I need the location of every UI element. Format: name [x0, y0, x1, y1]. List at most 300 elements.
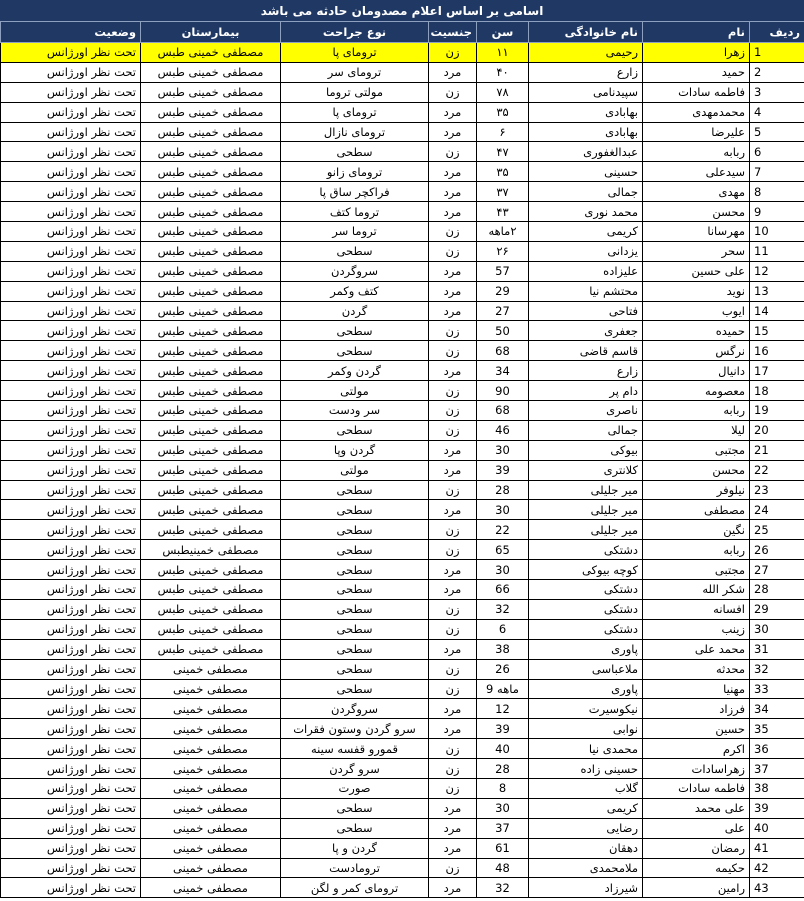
cell-injury-type[interactable]: سطحی [281, 540, 429, 560]
cell-row-number[interactable]: 24 [750, 500, 804, 520]
cell-hospital[interactable]: مصطفی خمینی طبس [141, 619, 281, 639]
cell-status[interactable]: تحت نظر اورژانس [1, 182, 141, 202]
cell-gender[interactable]: زن [429, 619, 477, 639]
cell-last-name[interactable]: میر جلیلی [529, 500, 643, 520]
cell-injury-type[interactable]: ترومای نازال [281, 122, 429, 142]
cell-age[interactable]: 37 [477, 818, 529, 838]
cell-injury-type[interactable]: سطحی [281, 500, 429, 520]
cell-status[interactable]: تحت نظر اورژانس [1, 520, 141, 540]
cell-first-name[interactable]: فاطمه سادات [643, 82, 750, 102]
cell-gender[interactable]: زن [429, 520, 477, 540]
header-row-number[interactable]: ردیف [750, 22, 804, 43]
cell-gender[interactable]: زن [429, 659, 477, 679]
cell-row-number[interactable]: 18 [750, 381, 804, 401]
cell-first-name[interactable]: علی حسین [643, 261, 750, 281]
cell-first-name[interactable]: زینب [643, 619, 750, 639]
cell-injury-type[interactable]: سروگردن [281, 261, 429, 281]
cell-gender[interactable]: مرد [429, 818, 477, 838]
cell-last-name[interactable]: محتشم نیا [529, 281, 643, 301]
cell-status[interactable]: تحت نظر اورژانس [1, 580, 141, 600]
cell-injury-type[interactable]: ترومای پا [281, 102, 429, 122]
cell-last-name[interactable]: نیکوسیرت [529, 699, 643, 719]
cell-first-name[interactable]: حسین [643, 719, 750, 739]
cell-injury-type[interactable]: گردن وکمر [281, 361, 429, 381]
cell-row-number[interactable]: 38 [750, 778, 804, 798]
cell-age[interactable]: 28 [477, 480, 529, 500]
cell-first-name[interactable]: زهراسادات [643, 759, 750, 779]
cell-last-name[interactable]: جمالی [529, 420, 643, 440]
cell-status[interactable]: تحت نظر اورژانس [1, 162, 141, 182]
cell-age[interactable]: 34 [477, 361, 529, 381]
cell-hospital[interactable]: مصطفی خمینی طبس [141, 281, 281, 301]
cell-age[interactable]: 27 [477, 301, 529, 321]
cell-row-number[interactable]: 33 [750, 679, 804, 699]
cell-first-name[interactable]: محسن [643, 460, 750, 480]
cell-hospital[interactable]: مصطفی خمینی طبس [141, 301, 281, 321]
cell-hospital[interactable]: مصطفی خمینی [141, 679, 281, 699]
cell-row-number[interactable]: 29 [750, 599, 804, 619]
cell-last-name[interactable]: بهابادی [529, 122, 643, 142]
cell-first-name[interactable]: شکر الله [643, 580, 750, 600]
cell-row-number[interactable]: 13 [750, 281, 804, 301]
cell-hospital[interactable]: مصطفی خمینی طبس [141, 381, 281, 401]
header-first-name[interactable]: نام [643, 22, 750, 43]
cell-hospital[interactable]: مصطفی خمینیطبس [141, 540, 281, 560]
cell-row-number[interactable]: 17 [750, 361, 804, 381]
cell-last-name[interactable]: جمالی [529, 182, 643, 202]
cell-age[interactable]: 32 [477, 878, 529, 898]
cell-age[interactable]: ۳۵ [477, 162, 529, 182]
cell-age[interactable]: 40 [477, 739, 529, 759]
cell-age[interactable]: 30 [477, 500, 529, 520]
cell-last-name[interactable]: گلاب [529, 778, 643, 798]
cell-status[interactable]: تحت نظر اورژانس [1, 639, 141, 659]
cell-hospital[interactable]: مصطفی خمینی طبس [141, 639, 281, 659]
cell-row-number[interactable]: 28 [750, 580, 804, 600]
cell-row-number[interactable]: 2 [750, 62, 804, 82]
cell-gender[interactable]: مرد [429, 301, 477, 321]
cell-age[interactable]: 29 [477, 281, 529, 301]
cell-gender[interactable]: مرد [429, 122, 477, 142]
cell-age[interactable]: 68 [477, 341, 529, 361]
cell-row-number[interactable]: 26 [750, 540, 804, 560]
cell-status[interactable]: تحت نظر اورژانس [1, 281, 141, 301]
cell-age[interactable]: 6 [477, 619, 529, 639]
cell-first-name[interactable]: ربابه [643, 142, 750, 162]
cell-last-name[interactable]: میر جلیلی [529, 480, 643, 500]
cell-hospital[interactable]: مصطفی خمینی [141, 659, 281, 679]
cell-hospital[interactable]: مصطفی خمینی [141, 759, 281, 779]
cell-last-name[interactable]: کوچه بیوکی [529, 560, 643, 580]
cell-last-name[interactable]: کریمی [529, 222, 643, 242]
cell-injury-type[interactable]: سطحی [281, 659, 429, 679]
cell-status[interactable]: تحت نظر اورژانس [1, 599, 141, 619]
cell-row-number[interactable]: 15 [750, 321, 804, 341]
cell-injury-type[interactable]: سطحی [281, 639, 429, 659]
cell-age[interactable]: ۴۳ [477, 202, 529, 222]
cell-last-name[interactable]: دشتکی [529, 540, 643, 560]
cell-last-name[interactable]: فتاحی [529, 301, 643, 321]
cell-age[interactable]: 30 [477, 560, 529, 580]
cell-first-name[interactable]: حمیده [643, 321, 750, 341]
cell-row-number[interactable]: 39 [750, 798, 804, 818]
cell-injury-type[interactable]: سطحی [281, 599, 429, 619]
cell-last-name[interactable]: عبدالغفوری [529, 142, 643, 162]
cell-gender[interactable]: مرد [429, 560, 477, 580]
cell-last-name[interactable]: علیزاده [529, 261, 643, 281]
cell-first-name[interactable]: فاطمه سادات [643, 778, 750, 798]
cell-injury-type[interactable]: سطحی [281, 560, 429, 580]
cell-hospital[interactable]: مصطفی خمینی طبس [141, 122, 281, 142]
cell-last-name[interactable]: رضایی [529, 818, 643, 838]
cell-age[interactable]: 39 [477, 460, 529, 480]
cell-injury-type[interactable]: سطحی [281, 142, 429, 162]
cell-status[interactable]: تحت نظر اورژانس [1, 858, 141, 878]
cell-hospital[interactable]: مصطفی خمینی طبس [141, 142, 281, 162]
cell-hospital[interactable]: مصطفی خمینی طبس [141, 241, 281, 261]
header-hospital[interactable]: بیمارستان [141, 22, 281, 43]
cell-row-number[interactable]: 14 [750, 301, 804, 321]
cell-row-number[interactable]: 3 [750, 82, 804, 102]
cell-status[interactable]: تحت نظر اورژانس [1, 818, 141, 838]
cell-hospital[interactable]: مصطفی خمینی [141, 838, 281, 858]
cell-first-name[interactable]: مهدی [643, 182, 750, 202]
cell-injury-type[interactable]: فراکچر ساق پا [281, 182, 429, 202]
cell-injury-type[interactable]: سر ودست [281, 401, 429, 421]
cell-injury-type[interactable]: سطحی [281, 420, 429, 440]
cell-age[interactable]: 28 [477, 759, 529, 779]
cell-hospital[interactable]: مصطفی خمینی طبس [141, 520, 281, 540]
cell-hospital[interactable]: مصطفی خمینی طبس [141, 420, 281, 440]
cell-first-name[interactable]: اکرم [643, 739, 750, 759]
cell-first-name[interactable]: رامین [643, 878, 750, 898]
cell-row-number[interactable]: 41 [750, 838, 804, 858]
cell-age[interactable]: 57 [477, 261, 529, 281]
cell-status[interactable]: تحت نظر اورژانس [1, 878, 141, 898]
cell-status[interactable]: تحت نظر اورژانس [1, 778, 141, 798]
cell-row-number[interactable]: 32 [750, 659, 804, 679]
cell-gender[interactable]: مرد [429, 261, 477, 281]
cell-status[interactable]: تحت نظر اورژانس [1, 719, 141, 739]
cell-last-name[interactable]: دشتکی [529, 599, 643, 619]
cell-last-name[interactable]: دشتکی [529, 619, 643, 639]
cell-injury-type[interactable]: ترومای سر [281, 62, 429, 82]
cell-injury-type[interactable]: سروگردن [281, 699, 429, 719]
cell-last-name[interactable]: کریمی [529, 798, 643, 818]
cell-gender[interactable]: مرد [429, 62, 477, 82]
cell-age[interactable]: 39 [477, 719, 529, 739]
cell-last-name[interactable]: سپیدنامی [529, 82, 643, 102]
cell-first-name[interactable]: علی محمد [643, 798, 750, 818]
cell-status[interactable]: تحت نظر اورژانس [1, 659, 141, 679]
cell-hospital[interactable]: مصطفی خمینی طبس [141, 560, 281, 580]
cell-gender[interactable]: مرد [429, 162, 477, 182]
cell-status[interactable]: تحت نظر اورژانس [1, 440, 141, 460]
cell-row-number[interactable]: 4 [750, 102, 804, 122]
cell-age[interactable]: 48 [477, 858, 529, 878]
cell-injury-type[interactable]: گردن وپا [281, 440, 429, 460]
cell-row-number[interactable]: 19 [750, 401, 804, 421]
cell-gender[interactable]: مرد [429, 500, 477, 520]
cell-injury-type[interactable]: صورت [281, 778, 429, 798]
cell-hospital[interactable]: مصطفی خمینی طبس [141, 222, 281, 242]
cell-gender[interactable]: مرد [429, 460, 477, 480]
cell-row-number[interactable]: 34 [750, 699, 804, 719]
cell-gender[interactable]: زن [429, 480, 477, 500]
cell-last-name[interactable]: یزدانی [529, 241, 643, 261]
cell-gender[interactable]: زن [429, 341, 477, 361]
cell-last-name[interactable]: بهابادی [529, 102, 643, 122]
cell-status[interactable]: تحت نظر اورژانس [1, 699, 141, 719]
cell-age[interactable]: ۴۰ [477, 62, 529, 82]
cell-last-name[interactable]: پاوری [529, 639, 643, 659]
cell-age[interactable]: ۷۸ [477, 82, 529, 102]
cell-injury-type[interactable]: سطحی [281, 580, 429, 600]
cell-first-name[interactable]: محمدمهدی [643, 102, 750, 122]
cell-hospital[interactable]: مصطفی خمینی [141, 739, 281, 759]
cell-status[interactable]: تحت نظر اورژانس [1, 739, 141, 759]
cell-age[interactable]: ۴۷ [477, 142, 529, 162]
cell-hospital[interactable]: مصطفی خمینی طبس [141, 580, 281, 600]
cell-gender[interactable]: مرد [429, 182, 477, 202]
cell-row-number[interactable]: 27 [750, 560, 804, 580]
cell-age[interactable]: 46 [477, 420, 529, 440]
cell-row-number[interactable]: 9 [750, 202, 804, 222]
cell-hospital[interactable]: مصطفی خمینی طبس [141, 62, 281, 82]
cell-gender[interactable]: مرد [429, 639, 477, 659]
cell-injury-type[interactable]: سطحی [281, 241, 429, 261]
cell-gender[interactable]: مرد [429, 361, 477, 381]
cell-first-name[interactable]: مهرسانا [643, 222, 750, 242]
cell-first-name[interactable]: دانیال [643, 361, 750, 381]
cell-hospital[interactable]: مصطفی خمینی [141, 858, 281, 878]
cell-first-name[interactable]: نوید [643, 281, 750, 301]
cell-first-name[interactable]: نرگس [643, 341, 750, 361]
cell-last-name[interactable]: شیرزاد [529, 878, 643, 898]
cell-row-number[interactable]: 25 [750, 520, 804, 540]
cell-row-number[interactable]: 35 [750, 719, 804, 739]
cell-status[interactable]: تحت نظر اورژانس [1, 82, 141, 102]
cell-row-number[interactable]: 5 [750, 122, 804, 142]
cell-status[interactable]: تحت نظر اورژانس [1, 321, 141, 341]
cell-first-name[interactable]: ربابه [643, 401, 750, 421]
cell-row-number[interactable]: 40 [750, 818, 804, 838]
cell-first-name[interactable]: حکیمه [643, 858, 750, 878]
header-status[interactable]: وضعیت [1, 22, 141, 43]
cell-first-name[interactable]: لیلا [643, 420, 750, 440]
cell-hospital[interactable]: مصطفی خمینی [141, 778, 281, 798]
cell-injury-type[interactable]: مولتی تروما [281, 82, 429, 102]
cell-first-name[interactable]: نگین [643, 520, 750, 540]
cell-gender[interactable]: زن [429, 381, 477, 401]
cell-first-name[interactable]: محسن [643, 202, 750, 222]
cell-last-name[interactable]: نوابی [529, 719, 643, 739]
cell-injury-type[interactable]: سرو گردن وستون فقرات [281, 719, 429, 739]
cell-age[interactable]: ۲۶ [477, 241, 529, 261]
cell-hospital[interactable]: مصطفی خمینی طبس [141, 162, 281, 182]
cell-gender[interactable]: زن [429, 858, 477, 878]
cell-row-number[interactable]: 12 [750, 261, 804, 281]
cell-status[interactable]: تحت نظر اورژانس [1, 241, 141, 261]
cell-first-name[interactable]: سحر [643, 241, 750, 261]
cell-last-name[interactable]: میر جلیلی [529, 520, 643, 540]
cell-last-name[interactable]: محمدی نیا [529, 739, 643, 759]
cell-status[interactable]: تحت نظر اورژانس [1, 460, 141, 480]
cell-gender[interactable]: زن [429, 321, 477, 341]
cell-first-name[interactable]: محمد علی [643, 639, 750, 659]
cell-status[interactable]: تحت نظر اورژانس [1, 142, 141, 162]
cell-row-number[interactable]: 6 [750, 142, 804, 162]
cell-first-name[interactable]: حمید [643, 62, 750, 82]
cell-injury-type[interactable]: ترومای کمر و لگن [281, 878, 429, 898]
cell-gender[interactable]: زن [429, 82, 477, 102]
cell-last-name[interactable]: زارع [529, 361, 643, 381]
cell-injury-type[interactable]: کتف وکمر [281, 281, 429, 301]
cell-injury-type[interactable]: سطحی [281, 480, 429, 500]
cell-injury-type[interactable]: ترومای زانو [281, 162, 429, 182]
cell-last-name[interactable]: زارع [529, 62, 643, 82]
cell-row-number[interactable]: 8 [750, 182, 804, 202]
cell-age[interactable]: 26 [477, 659, 529, 679]
cell-status[interactable]: تحت نظر اورژانس [1, 401, 141, 421]
cell-first-name[interactable]: معصومه [643, 381, 750, 401]
cell-age[interactable]: 66 [477, 580, 529, 600]
cell-status[interactable]: تحت نظر اورژانس [1, 420, 141, 440]
cell-status[interactable]: تحت نظر اورژانس [1, 560, 141, 580]
cell-injury-type[interactable]: سطحی [281, 341, 429, 361]
cell-first-name[interactable]: فرزاد [643, 699, 750, 719]
cell-status[interactable]: تحت نظر اورژانس [1, 341, 141, 361]
cell-status[interactable]: تحت نظر اورژانس [1, 679, 141, 699]
cell-age[interactable]: 12 [477, 699, 529, 719]
cell-gender[interactable]: مرد [429, 719, 477, 739]
cell-injury-type[interactable]: سطحی [281, 321, 429, 341]
cell-first-name[interactable]: مجتبی [643, 560, 750, 580]
cell-last-name[interactable]: حسینی [529, 162, 643, 182]
cell-last-name[interactable]: ناصری [529, 401, 643, 421]
cell-injury-type[interactable]: سطحی [281, 818, 429, 838]
cell-injury-type[interactable]: سطحی [281, 679, 429, 699]
cell-first-name[interactable]: ایوب [643, 301, 750, 321]
cell-hospital[interactable]: مصطفی خمینی [141, 878, 281, 898]
cell-row-number[interactable]: 1 [750, 43, 804, 63]
cell-injury-type[interactable]: قمورو قفسه سینه [281, 739, 429, 759]
cell-injury-type[interactable]: ترومای پا [281, 43, 429, 63]
cell-gender[interactable]: زن [429, 759, 477, 779]
cell-age[interactable]: 8 [477, 778, 529, 798]
cell-gender[interactable]: زن [429, 599, 477, 619]
cell-gender[interactable]: مرد [429, 838, 477, 858]
cell-injury-type[interactable]: مولتی [281, 460, 429, 480]
cell-gender[interactable]: مرد [429, 878, 477, 898]
cell-status[interactable]: تحت نظر اورژانس [1, 102, 141, 122]
cell-hospital[interactable]: مصطفی خمینی [141, 798, 281, 818]
cell-row-number[interactable]: 16 [750, 341, 804, 361]
cell-injury-type[interactable]: تروما سر [281, 222, 429, 242]
cell-age[interactable]: 50 [477, 321, 529, 341]
cell-age[interactable]: ۱۱ [477, 43, 529, 63]
cell-gender[interactable]: زن [429, 222, 477, 242]
cell-first-name[interactable]: محدثه [643, 659, 750, 679]
cell-hospital[interactable]: مصطفی خمینی طبس [141, 599, 281, 619]
cell-gender[interactable]: زن [429, 142, 477, 162]
cell-age[interactable]: ماهه 9 [477, 679, 529, 699]
cell-age[interactable]: 38 [477, 639, 529, 659]
cell-last-name[interactable]: قاسم قاضی [529, 341, 643, 361]
cell-status[interactable]: تحت نظر اورژانس [1, 619, 141, 639]
cell-gender[interactable]: زن [429, 778, 477, 798]
cell-age[interactable]: ۳۵ [477, 102, 529, 122]
cell-hospital[interactable]: مصطفی خمینی طبس [141, 480, 281, 500]
cell-first-name[interactable]: نیلوفر [643, 480, 750, 500]
cell-injury-type[interactable]: ترومادست [281, 858, 429, 878]
cell-gender[interactable]: مرد [429, 440, 477, 460]
cell-hospital[interactable]: مصطفی خمینی طبس [141, 440, 281, 460]
cell-row-number[interactable]: 23 [750, 480, 804, 500]
cell-gender[interactable]: زن [429, 540, 477, 560]
cell-age[interactable]: 22 [477, 520, 529, 540]
cell-gender[interactable]: مرد [429, 580, 477, 600]
cell-first-name[interactable]: رمضان [643, 838, 750, 858]
cell-first-name[interactable]: مهنیا [643, 679, 750, 699]
cell-age[interactable]: 61 [477, 838, 529, 858]
cell-injury-type[interactable]: سطحی [281, 520, 429, 540]
cell-age[interactable]: 32 [477, 599, 529, 619]
cell-row-number[interactable]: 31 [750, 639, 804, 659]
cell-hospital[interactable]: مصطفی خمینی طبس [141, 82, 281, 102]
cell-injury-type[interactable]: تروما کتف [281, 202, 429, 222]
cell-gender[interactable]: زن [429, 420, 477, 440]
cell-first-name[interactable]: افسانه [643, 599, 750, 619]
cell-row-number[interactable]: 10 [750, 222, 804, 242]
cell-status[interactable]: تحت نظر اورژانس [1, 261, 141, 281]
cell-last-name[interactable]: دام پر [529, 381, 643, 401]
cell-status[interactable]: تحت نظر اورژانس [1, 301, 141, 321]
cell-age[interactable]: 30 [477, 798, 529, 818]
cell-hospital[interactable]: مصطفی خمینی طبس [141, 401, 281, 421]
cell-hospital[interactable]: مصطفی خمینی [141, 818, 281, 838]
cell-age[interactable]: ۲ماهه [477, 222, 529, 242]
cell-status[interactable]: تحت نظر اورژانس [1, 222, 141, 242]
cell-injury-type[interactable]: سطحی [281, 619, 429, 639]
cell-gender[interactable]: زن [429, 401, 477, 421]
cell-row-number[interactable]: 21 [750, 440, 804, 460]
cell-age[interactable]: 65 [477, 540, 529, 560]
header-gender[interactable]: جنسیت [429, 22, 477, 43]
cell-injury-type[interactable]: مولتی [281, 381, 429, 401]
header-injury-type[interactable]: نوع جراحت [281, 22, 429, 43]
cell-last-name[interactable]: پاوری [529, 679, 643, 699]
cell-injury-type[interactable]: سطحی [281, 798, 429, 818]
header-last-name[interactable]: نام خانوادگی [529, 22, 643, 43]
cell-row-number[interactable]: 7 [750, 162, 804, 182]
cell-hospital[interactable]: مصطفی خمینی طبس [141, 182, 281, 202]
cell-age[interactable]: 90 [477, 381, 529, 401]
cell-hospital[interactable]: مصطفی خمینی طبس [141, 261, 281, 281]
cell-age[interactable]: 68 [477, 401, 529, 421]
cell-row-number[interactable]: 42 [750, 858, 804, 878]
cell-last-name[interactable]: بیوکی [529, 440, 643, 460]
cell-first-name[interactable]: علی [643, 818, 750, 838]
cell-first-name[interactable]: ربابه [643, 540, 750, 560]
cell-status[interactable]: تحت نظر اورژانس [1, 798, 141, 818]
cell-gender[interactable]: مرد [429, 699, 477, 719]
cell-age[interactable]: 30 [477, 440, 529, 460]
cell-hospital[interactable]: مصطفی خمینی طبس [141, 500, 281, 520]
cell-last-name[interactable]: ملاعباسی [529, 659, 643, 679]
cell-last-name[interactable]: دهقان [529, 838, 643, 858]
cell-hospital[interactable]: مصطفی خمینی طبس [141, 202, 281, 222]
